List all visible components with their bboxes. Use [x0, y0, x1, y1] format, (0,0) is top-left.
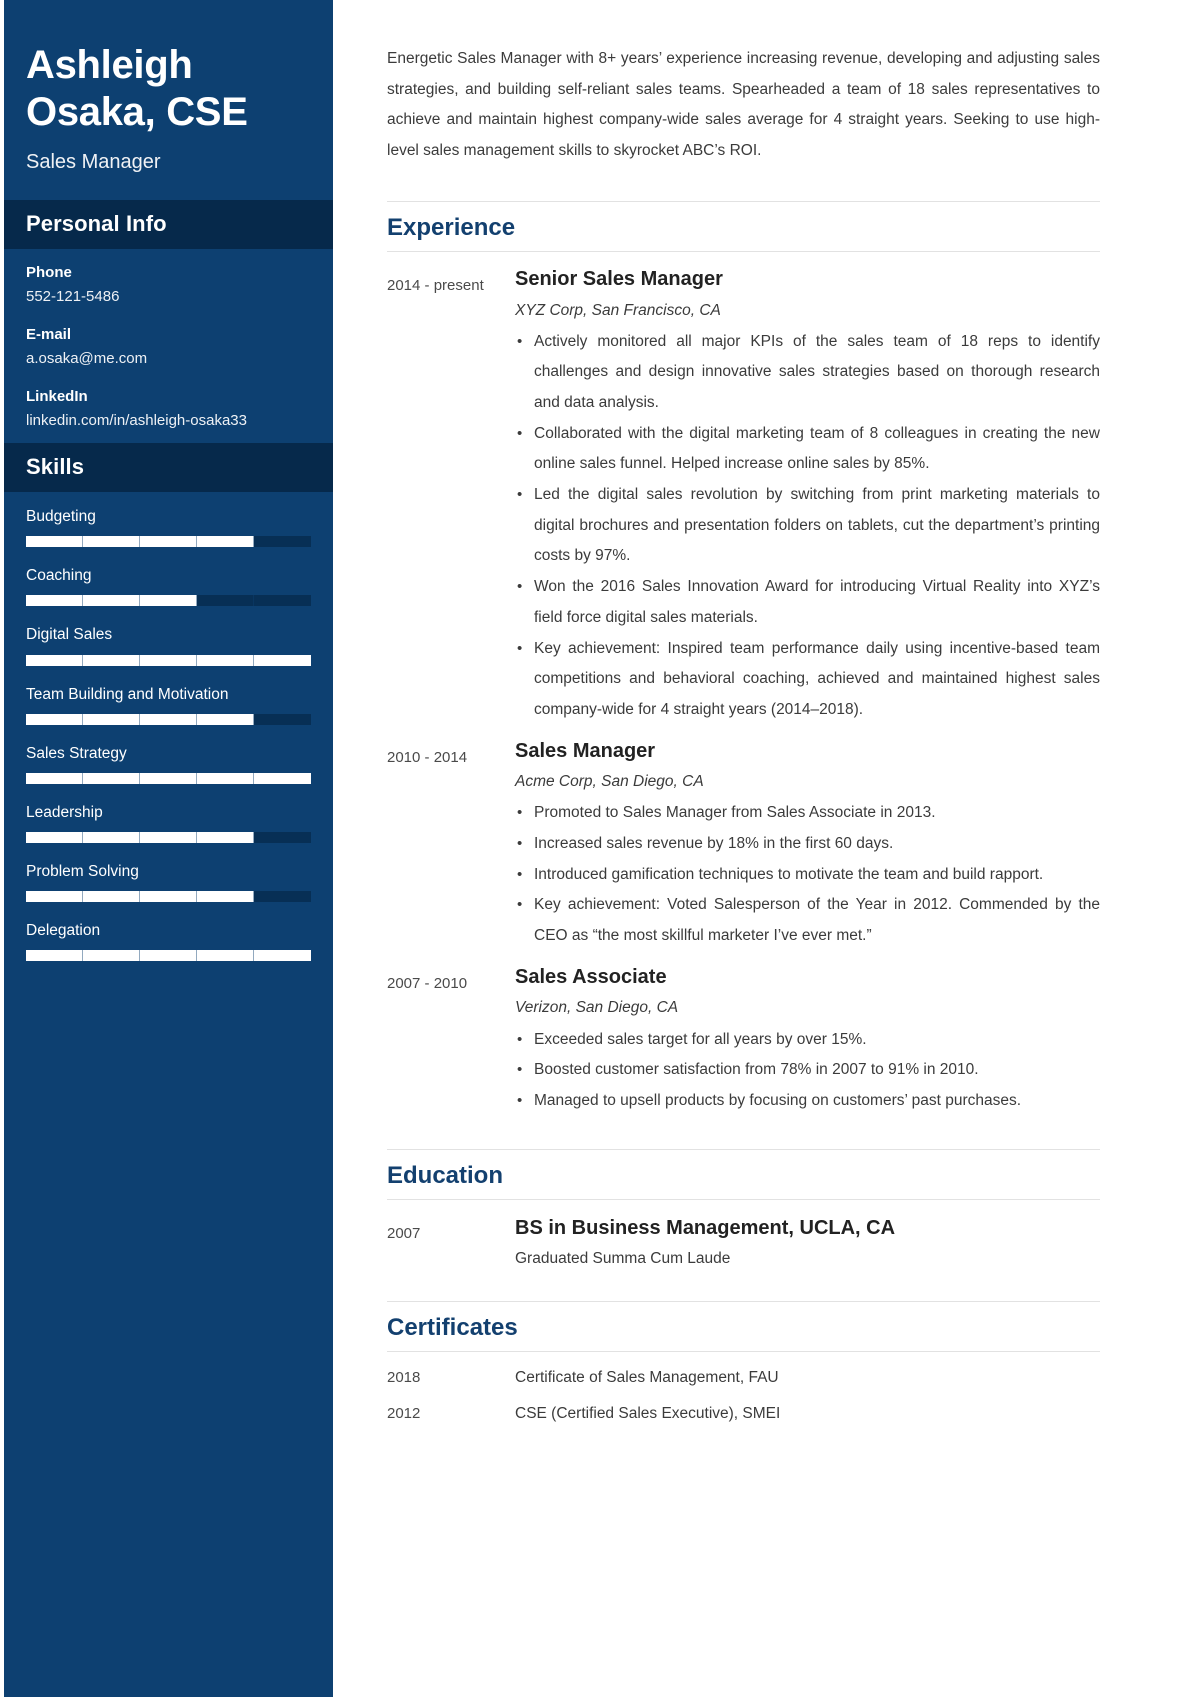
skill-item	[26, 686, 311, 725]
skill-bar	[26, 832, 311, 843]
skill-item	[26, 804, 311, 843]
certificate-row	[387, 1404, 1100, 1424]
skills-body	[4, 492, 333, 990]
job-bullets	[515, 1025, 1100, 1117]
skill-item	[26, 626, 311, 665]
email-label: E-mail	[26, 326, 72, 344]
entry-date: 2014 - present	[387, 276, 484, 294]
skill-label: Delegation	[26, 921, 101, 939]
sidebar-header	[4, 0, 333, 200]
bullet-item: • Introduced gamification techniques to motivate the team and build rapport.	[515, 860, 1100, 891]
skill-item	[26, 508, 311, 547]
entry-date: 2010 - 2014	[387, 748, 468, 766]
skill-item	[26, 863, 311, 902]
skill-bar-ticks	[26, 950, 311, 961]
skill-bar	[26, 536, 311, 547]
bullet-item: • Boosted customer satisfaction from 78% in 2007 to 91% in 2010.	[515, 1055, 1100, 1086]
entry-date: 2007	[387, 1224, 421, 1242]
skill-bar-ticks	[26, 773, 311, 784]
skill-bar-ticks	[26, 891, 311, 902]
job-company: Verizon, San Diego, CA	[515, 999, 679, 1017]
skill-item	[26, 745, 311, 784]
candidate-job-title: Sales Manager	[26, 151, 161, 174]
job-bullets	[515, 327, 1100, 726]
entry-date: 2007 - 2010	[387, 974, 468, 992]
skill-bar	[26, 773, 311, 784]
job-company: XYZ Corp, San Francisco, CA	[515, 301, 721, 319]
candidate-name: Ashleigh Osaka, CSE	[26, 43, 248, 135]
experience-heading: Experience	[387, 213, 516, 241]
bullet-item: • Increased sales revenue by 18% in the first 60 days.	[515, 829, 1100, 860]
experience-entry	[387, 966, 1100, 1117]
skills-heading: Skills	[4, 443, 333, 492]
experience-heading-wrap	[387, 201, 1100, 252]
education-heading: Education	[387, 1161, 504, 1189]
skill-bar	[26, 891, 311, 902]
bullet-item: • Managed to upsell products by focusing on customers’ past purchases.	[515, 1086, 1100, 1117]
education-heading-wrap	[387, 1149, 1100, 1200]
bullet-item: • Led the digital sales revolution by switching from print marketing materials to digital brochures and presentation folders on tablets, cut the department’s printing costs by 97%.	[515, 480, 1100, 572]
email-value: a.osaka@me.com	[26, 349, 148, 367]
phone-label: Phone	[26, 264, 72, 282]
bullet-item: • Key achievement: Inspired team performance daily using incentive-based team competitions and behavioral coaching, achieved and maintained highest sales company-wide for 4 straight years (2014–2018).	[515, 634, 1100, 726]
certificates-section	[387, 1301, 1100, 1424]
certificates-heading: Certificates	[387, 1313, 518, 1341]
job-title: Senior Sales Manager	[515, 267, 723, 290]
entry-body	[515, 740, 1100, 952]
certificates-heading-wrap	[387, 1301, 1100, 1352]
sidebar	[4, 0, 333, 1697]
certificate-date: 2012	[387, 1405, 421, 1423]
entry-body	[515, 268, 1100, 726]
section-spacer	[387, 1131, 1100, 1149]
bullet-item: • Exceeded sales target for all years by over 15%.	[515, 1025, 1100, 1056]
entry-body	[515, 966, 1100, 1117]
degree-title: BS in Business Management, UCLA, CA	[515, 1216, 896, 1239]
skill-bar-ticks	[26, 832, 311, 843]
skill-label: Sales Strategy	[26, 744, 127, 762]
skill-item	[26, 922, 311, 961]
skill-label: Leadership	[26, 803, 103, 821]
bullet-item: • Actively monitored all major KPIs of the sales team of 18 reps to identify challenges and design innovative sales strategies based on thorough research and data analysis.	[515, 327, 1100, 419]
experience-entry	[387, 268, 1100, 726]
skill-item	[26, 567, 311, 606]
personal-info-heading: Personal Info	[4, 200, 333, 249]
skill-label: Coaching	[26, 567, 92, 585]
experience-section	[387, 201, 1100, 1117]
job-bullets	[515, 798, 1100, 951]
skill-label: Budgeting	[26, 508, 96, 526]
skill-bar	[26, 714, 311, 725]
professional-summary: Energetic Sales Manager with 8+ years’ experience increasing revenue, developing and adjusting sales strategies, and building self-reliant sales teams. Spearheaded a team of 18 sales representatives to achieve and maintain highest company-wide sales average for 4 straight years. Seeking to use high-level sales management skills to skyrocket ABC’s ROI.	[387, 50, 1100, 160]
main-content	[333, 0, 1200, 1697]
education-entry	[387, 1216, 1100, 1269]
personal-info-body	[4, 249, 333, 443]
certificate-date: 2018	[387, 1369, 421, 1387]
certificate-text: CSE (Certified Sales Executive), SMEI	[515, 1405, 781, 1423]
skill-bar	[26, 655, 311, 666]
skill-bar-ticks	[26, 595, 311, 606]
skill-label: Team Building and Motivation	[26, 685, 229, 703]
job-company: Acme Corp, San Diego, CA	[515, 773, 704, 791]
job-title: Sales Manager	[515, 739, 656, 762]
degree-subtitle: Graduated Summa Cum Laude	[515, 1249, 731, 1267]
skill-bar	[26, 950, 311, 961]
job-title: Sales Associate	[515, 965, 667, 988]
bullet-item: • Won the 2016 Sales Innovation Award for introducing Virtual Reality into XYZ’s field force digital sales materials.	[515, 572, 1100, 633]
linkedin-value[interactable]: linkedin.com/in/ashleigh-osaka33	[26, 411, 247, 429]
bullet-item: • Promoted to Sales Manager from Sales Associate in 2013.	[515, 798, 1100, 829]
linkedin-label: LinkedIn	[26, 388, 88, 406]
skill-bar-ticks	[26, 655, 311, 666]
phone-value: 552-121-5486	[26, 287, 120, 305]
education-section	[387, 1149, 1100, 1269]
bullet-item: • Collaborated with the digital marketing team of 8 colleagues in creating the new online sales funnel. Helped increase online sales by 85%.	[515, 419, 1100, 480]
bullet-item: • Key achievement: Voted Salesperson of the Year in 2012. Commended by the CEO as “the most skillful marketer I’ve ever met.”	[515, 890, 1100, 951]
skill-label: Digital Sales	[26, 626, 113, 644]
section-spacer	[387, 1283, 1100, 1301]
entry-body	[515, 1216, 1100, 1269]
skill-bar-ticks	[26, 714, 311, 725]
skill-label: Problem Solving	[26, 862, 139, 880]
certificate-text: Certificate of Sales Management, FAU	[515, 1369, 779, 1387]
skill-bar	[26, 595, 311, 606]
experience-entry	[387, 740, 1100, 952]
skill-bar-ticks	[26, 536, 311, 547]
certificate-row	[387, 1368, 1100, 1388]
